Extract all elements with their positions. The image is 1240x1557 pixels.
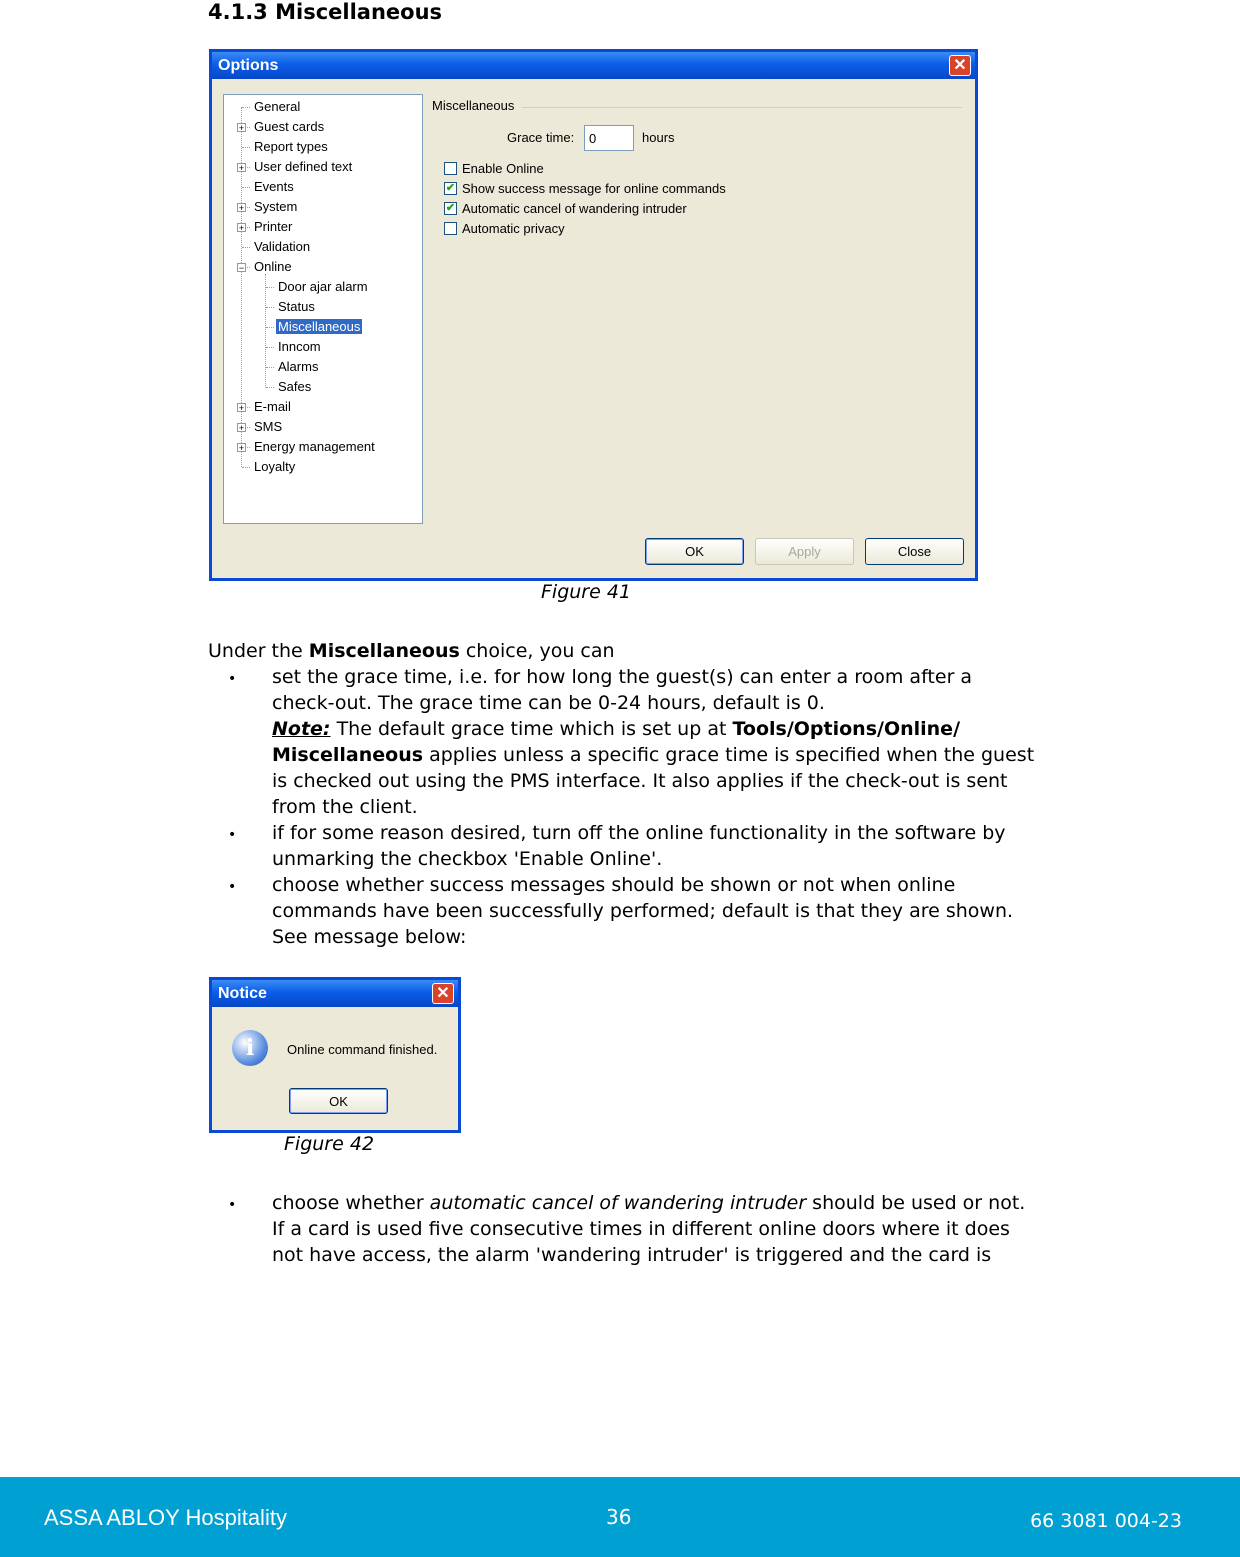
document-code: 66 3081 004-23: [1030, 1510, 1182, 1532]
tree-item[interactable]: [252, 158, 354, 176]
tree-item[interactable]: [252, 198, 299, 216]
tree-item[interactable]: [252, 458, 297, 476]
checkbox-box[interactable]: ✔: [445, 182, 456, 194]
tree-item-label: Events: [254, 179, 294, 194]
options-title: Options: [218, 57, 279, 74]
notice-dialog: [209, 977, 461, 1133]
tree-item[interactable]: [252, 118, 326, 136]
tree-connector: [242, 187, 250, 188]
expand-icon[interactable]: +: [238, 123, 245, 133]
tree-item-label: Validation: [254, 239, 311, 254]
group-divider: [522, 107, 962, 108]
bullet-icon: •: [228, 671, 237, 687]
checkbox-label: Automatic privacy: [462, 221, 565, 236]
checkbox-box[interactable]: ✔: [445, 202, 456, 214]
tree-item-label: E-mail: [254, 399, 291, 414]
tree-item[interactable]: [252, 418, 284, 436]
checkbox-label: Enable Online: [462, 161, 544, 176]
collapse-icon[interactable]: −: [238, 263, 245, 273]
info-icon: i: [232, 1030, 268, 1066]
notice-ok-button[interactable]: OK: [289, 1088, 388, 1114]
page-number: 36: [606, 1505, 632, 1529]
tree-item-label: Energy management: [254, 439, 375, 454]
tree-connector: [266, 367, 274, 368]
tree-connector: [266, 287, 274, 288]
group-title: Miscellaneous: [432, 98, 515, 113]
tree-item[interactable]: [252, 238, 312, 256]
expand-icon[interactable]: +: [238, 203, 245, 213]
tree-item-label: Online: [254, 259, 292, 274]
tree-item-label: Report types: [254, 139, 328, 154]
tree-item[interactable]: [252, 258, 294, 276]
expand-icon[interactable]: +: [238, 423, 245, 433]
tree-connector: [242, 467, 250, 468]
tree-connector: [266, 347, 274, 348]
bullet-grace-time: set the grace time, i.e. for how long the guest(s) can enter a room after a check-out. The grace time can be 0-24 hours, default is 0. Note: The default grace time which is set up at Tools/Options/Online/ Miscellaneous applies unless a specific grace time is specified when the guest is checked out using the PMS interface. It also applies if the check-out is sent from the client.: [272, 666, 1035, 818]
tree-item[interactable]: [252, 398, 293, 416]
bullet-icon: •: [228, 879, 237, 895]
notice-title: Notice: [218, 985, 267, 1002]
tree-item[interactable]: [276, 278, 370, 296]
tree-connector: [242, 147, 250, 148]
bullet-enable-online: if for some reason desired, turn off the online functionality in the software by unmarking the checkbox 'Enable Online'.: [272, 822, 1006, 870]
notice-message: Online command finished.: [287, 1042, 438, 1057]
tree-connector: [265, 274, 266, 388]
expand-icon[interactable]: +: [238, 163, 245, 173]
tree-connector: [266, 327, 274, 328]
tree-item[interactable]: [252, 178, 296, 196]
close-button[interactable]: Close: [865, 538, 964, 565]
grace-time-label: Grace time:: [507, 130, 575, 145]
checkbox-label: Show success message for online commands: [462, 181, 726, 196]
tree-connector: [242, 107, 250, 108]
tree-item[interactable]: [276, 378, 313, 396]
apply-button[interactable]: Apply: [755, 538, 854, 565]
options-tree[interactable]: [223, 94, 423, 524]
expand-icon[interactable]: +: [238, 223, 245, 233]
page-footer: [0, 1477, 1240, 1557]
bullet-wandering-intruder: choose whether automatic cancel of wandering intruder should be used or not. If a card is used five consecutive times in different online doors where it does not have access, the alarm 'wandering intruder' is triggered and the card is: [272, 1192, 1026, 1266]
checkbox-box[interactable]: [444, 162, 457, 175]
tree-item-label: Safes: [278, 379, 312, 394]
close-icon[interactable]: ✕: [432, 983, 454, 1004]
expand-icon[interactable]: +: [238, 403, 245, 413]
tree-item[interactable]: [252, 438, 377, 456]
ok-button[interactable]: OK: [645, 538, 744, 565]
expand-icon[interactable]: +: [238, 443, 245, 453]
checkbox-label: Automatic cancel of wandering intruder: [462, 201, 687, 216]
tree-item-label: User defined text: [254, 159, 353, 174]
tree-connector: [241, 107, 242, 467]
grace-time-unit: hours: [642, 130, 675, 145]
notice-title-bar: [212, 980, 458, 1007]
tree-item-label: Printer: [254, 219, 293, 234]
grace-time-input[interactable]: [584, 125, 634, 151]
tree-item[interactable]: [276, 298, 317, 316]
tree-item[interactable]: [276, 358, 320, 376]
options-title-bar: [212, 52, 975, 79]
intro-paragraph: Under the Miscellaneous choice, you can: [208, 640, 615, 662]
tree-item-label: Inncom: [278, 339, 321, 354]
bullet-icon: •: [228, 827, 237, 843]
tree-item[interactable]: [276, 338, 323, 356]
checkbox-box[interactable]: [444, 222, 457, 235]
tree-connector: [242, 247, 250, 248]
tree-item-label: Loyalty: [254, 459, 296, 474]
tree-item-label: Miscellaneous: [278, 319, 361, 334]
tree-connector: [266, 307, 274, 308]
tree-item[interactable]: [252, 98, 302, 116]
tree-item-label: Alarms: [278, 359, 319, 374]
tree-item[interactable]: [252, 218, 294, 236]
bullet-icon: •: [228, 1197, 237, 1213]
tree-item[interactable]: [252, 138, 330, 156]
figure-42-caption: Figure 42: [284, 1133, 375, 1155]
tree-item-label: SMS: [254, 419, 283, 434]
tree-connector: [266, 387, 274, 388]
footer-brand: ASSA ABLOY Hospitality: [44, 1505, 287, 1530]
tree-item-label: Door ajar alarm: [278, 279, 368, 294]
section-heading: 4.1.3 Miscellaneous: [208, 0, 443, 24]
figure-41-caption: Figure 41: [541, 581, 632, 603]
tree-item[interactable]: [276, 318, 362, 336]
tree-item-label: Status: [278, 299, 315, 314]
bullet-success-messages: choose whether success messages should be shown or not when online commands have been successfully performed; default is that they are shown. See message below:: [272, 874, 1014, 948]
options-dialog: [209, 49, 978, 581]
close-icon[interactable]: ✕: [949, 55, 971, 76]
tree-item-label: General: [254, 99, 301, 114]
tree-item-label: Guest cards: [254, 119, 325, 134]
tree-item-label: System: [254, 199, 298, 214]
